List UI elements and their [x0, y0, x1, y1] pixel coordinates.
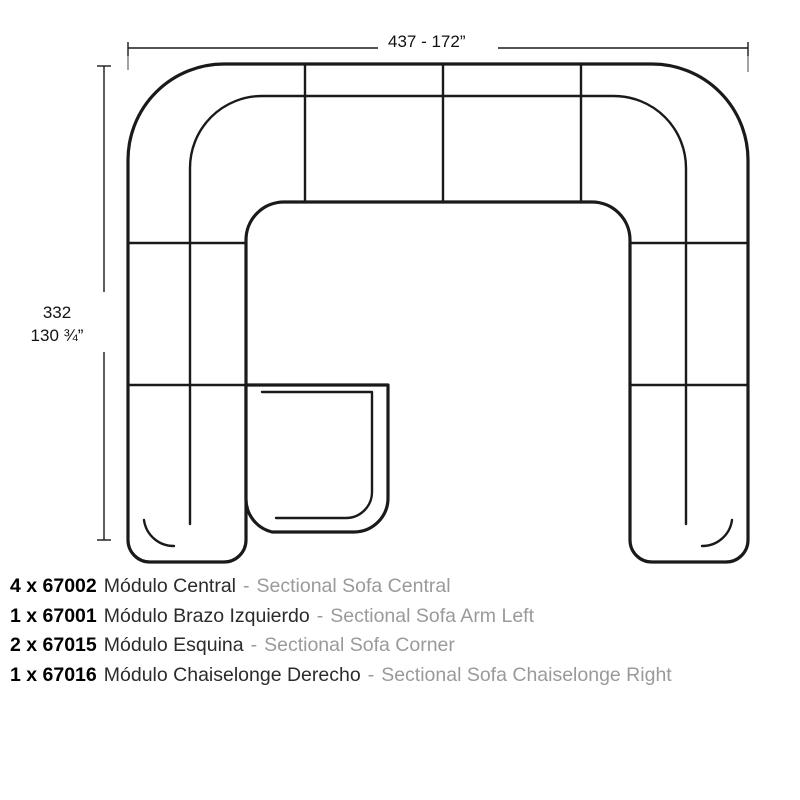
legend-name-es: Módulo Esquina — [103, 634, 244, 657]
list-item — [10, 631, 794, 661]
dimension-depth-label — [18, 302, 96, 348]
legend-name-en: Sectional Sofa Corner — [264, 634, 455, 657]
list-item — [10, 602, 794, 632]
chaiselonge-module — [246, 385, 388, 532]
dimension-depth-in: 130 ¾” — [30, 325, 84, 345]
list-item — [10, 661, 794, 691]
legend-code: 1 x 67001 — [10, 604, 97, 627]
module-legend — [10, 572, 794, 691]
legend-dash: - — [367, 663, 375, 686]
legend-dash: - — [243, 575, 250, 597]
legend-name-es: Módulo Central — [103, 575, 236, 597]
legend-code: 2 x 67015 — [10, 634, 97, 657]
chaiselonge-outer — [246, 385, 388, 532]
dimension-depth-cm: 332 — [42, 303, 72, 322]
sofa-body-outer — [128, 64, 748, 562]
legend-code: 4 x 67002 — [10, 575, 97, 597]
legend-name-es: Módulo Chaiselonge Derecho — [103, 663, 361, 686]
legend-code: 1 x 67016 — [10, 663, 97, 686]
legend-name-es: Módulo Brazo Izquierdo — [103, 604, 310, 627]
legend-name-en: Sectional Sofa Arm Left — [330, 604, 534, 627]
legend-dash: - — [250, 634, 258, 657]
dimension-width-label: 437 - 172” — [388, 32, 466, 51]
sofa-outline — [128, 64, 748, 562]
legend-name-en: Sectional Sofa Central — [256, 575, 451, 597]
legend-dash: - — [316, 604, 324, 627]
legend-name-en: Sectional Sofa Chaiselonge Right — [381, 663, 672, 686]
list-item — [10, 572, 794, 602]
